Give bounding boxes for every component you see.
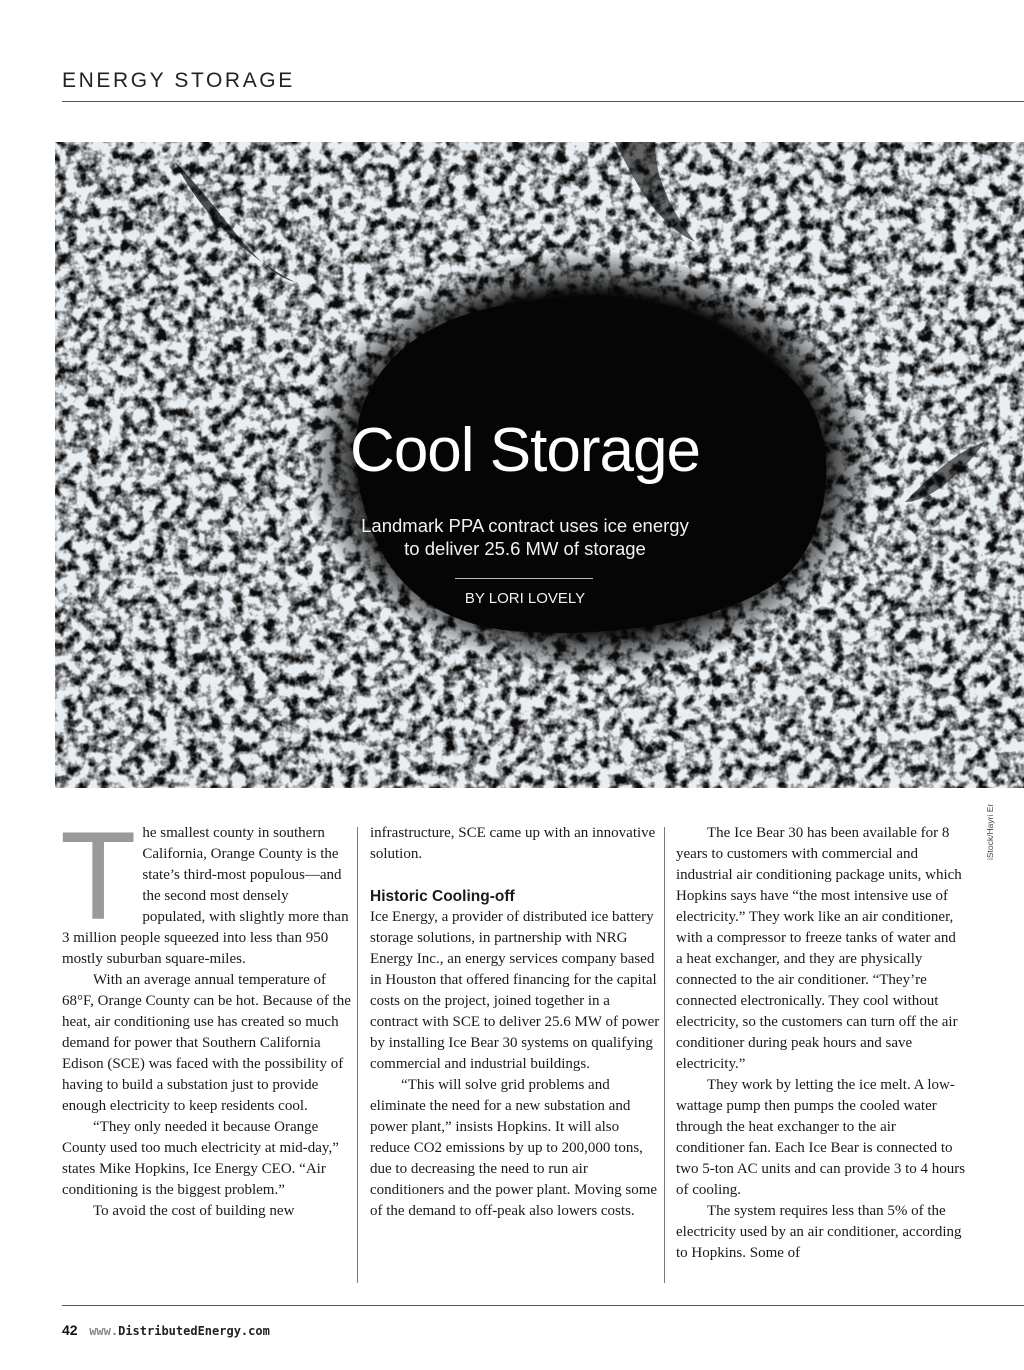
subtitle-line-1: Landmark PPA contract uses ice energy <box>361 515 689 536</box>
url-domain: DistributedEnergy.com <box>118 1324 270 1338</box>
subtitle-line-2: to deliver 25.6 MW of storage <box>404 538 646 559</box>
paragraph: They work by letting the ice melt. A low-wattage pump then pumps the cooled water through the heat exchanger to the air conditioner fan. Each Ice Bear is connected to two 5-ton AC units and can provide 3 to 4 hours of cooling. <box>676 1077 966 1198</box>
paragraph: The Ice Bear 30 has been available for 8 years to customers with commercial and industrial air conditioning package units, which Hopkins says have “the most intensive use of electricity.” They work like an air conditioner, with a compressor to freeze tanks of water and a heat exchanger, and they are physically connected to the air conditioner. “They’re connected electronically. They cool without electricity, so the customers can turn off the air conditioner during peak hours and save electricity.” <box>676 825 962 1072</box>
paragraph: infrastructure, SCE came up with an innovative solution. <box>370 825 656 862</box>
paragraph: he smallest county in southern California, Orange County is the state’s third-most populous—and the second most densely populated, with slightly more than 3 million people squeezed into less than 950 mostly suburban square-miles. <box>62 825 349 967</box>
footer-rule <box>62 1305 1024 1306</box>
header-rule <box>62 101 1024 102</box>
website-link[interactable] <box>89 1324 270 1338</box>
section-label: ENERGY STORAGE <box>62 69 295 92</box>
hero-image <box>55 142 1024 788</box>
drop-cap: T <box>60 807 137 946</box>
url-prefix: www. <box>89 1324 119 1338</box>
article-subtitle <box>55 514 995 560</box>
photo-credit: iStock/Hayri Er <box>985 803 995 860</box>
column-divider <box>664 827 665 1283</box>
page-number: 42 <box>62 1322 78 1338</box>
article-title: Cool Storage <box>350 416 700 485</box>
paragraph: With an average annual temperature of 68°F, Orange County can be hot. Because of the heat, air conditioning use has created so much demand for power that Southern California Edison (SCE) was faced with the possibility of having to build a substation just to provide enough electricity to keep residents cool. <box>62 972 351 1114</box>
byline-rule <box>455 578 593 579</box>
column-divider <box>357 827 358 1283</box>
article-column-3 <box>676 823 966 1264</box>
byline: BY LORI LOVELY <box>464 590 586 607</box>
paragraph: Ice Energy, a provider of distributed ice battery storage solutions, in partnership with NRG Energy Inc., an energy services company based in Houston that offered financing for the capital costs on the project, joined together in a contract with SCE to deliver 25.6 MW of power by installing Ice Bear 30 systems on qualifying commercial and industrial buildings. <box>370 909 660 1072</box>
article-column-1 <box>60 807 352 1222</box>
paragraph: To avoid the cost of building new <box>93 1203 295 1219</box>
subheading: Historic Cooling-off <box>370 888 515 905</box>
paragraph: “They only needed it because Orange County used too much electricity at mid-day,” states Mike Hopkins, Ice Energy CEO. “Air conditioning is the biggest problem.” <box>62 1119 339 1198</box>
page-footer <box>62 1323 270 1337</box>
paragraph: “This will solve grid problems and eliminate the need for a new substation and power plant,” insists Hopkins. It will also reduce CO2 emissions by up to 200,000 tons, due to decreasing the need to run air conditioners and the power plant. Moving some of the demand to off-peak also lowers costs. <box>370 1077 658 1219</box>
paragraph: The system requires less than 5% of the electricity used by an air conditioner, according to Hopkins. Some of <box>676 1203 962 1261</box>
article-column-2 <box>370 823 660 1222</box>
